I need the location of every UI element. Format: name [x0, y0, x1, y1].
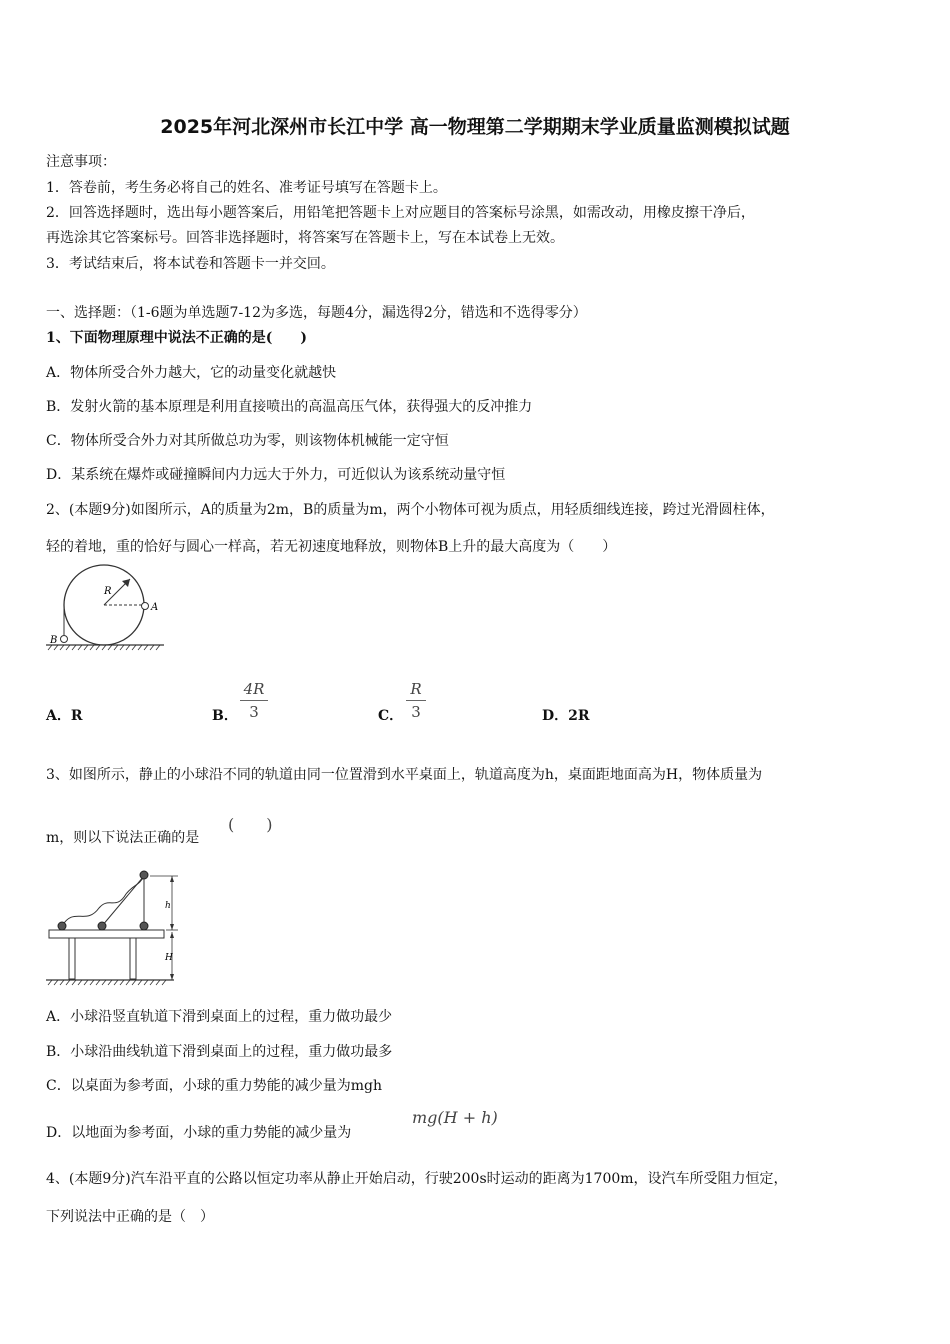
q2-label-r: R [104, 586, 112, 597]
q3-option-a: A．小球沿竖直轨道下滑到桌面上的过程，重力做功最少 [46, 1009, 393, 1025]
q2-stem-line1: 2、(本题9分)如图所示，A的质量为2m，B的质量为m，两个小物体可视为质点，用轻质细线连接，跨过光滑圆柱体， [46, 502, 775, 518]
q2-option-a: A．R [46, 708, 83, 724]
q3-label-bigh: H [165, 953, 173, 963]
q3-stem-line1: 3、如图所示，静止的小球沿不同的轨道由同一位置滑到水平桌面上，轨道高度为h，桌面距地面高为H，物体质量为 [46, 767, 763, 783]
q2-label-a: A [151, 602, 159, 613]
section-heading: 一、选择题：（1-6题为单选题7-12为多选，每题4分，漏选得2分，错选和不选得零分） [46, 305, 587, 321]
q2-option-c-num: R [410, 680, 422, 698]
q1-option-c: C．物体所受合外力对其所做总功为零，则该物体机械能一定守恒 [46, 433, 449, 449]
q3-option-d: D．以地面为参考面，小球的重力势能的减少量为 [46, 1125, 352, 1141]
page-title: 2025年河北深州市长江中学 高一物理第二学期期末学业质量监测模拟试题 [160, 116, 790, 138]
notice-line-4: 3．考试结束后，将本试卷和答题卡一并交回。 [46, 256, 335, 272]
q2-option-b-num: 4R [243, 680, 265, 698]
q3-option-d-math: mg(H + h) [412, 1108, 498, 1127]
q3-label-h: h [165, 901, 171, 911]
q1-option-b: B．发射火箭的基本原理是利用直接喷出的高温高压气体，获得强大的反冲推力 [46, 399, 533, 415]
q1-stem: 1、下面物理原理中说法不正确的是( ) [46, 330, 307, 346]
q1-option-d: D．某系统在爆炸或碰撞瞬间内力远大于外力，可近似认为该系统动量守恒 [46, 467, 506, 483]
q3-track-figure [44, 866, 184, 991]
notice-line-1: 1．答卷前，考生务必将自己的姓名、准考证号填写在答题卡上。 [46, 180, 447, 196]
q2-option-b-label: B． [212, 708, 238, 724]
q1-option-a: A．物体所受合外力越大，它的动量变化就越快 [46, 365, 337, 381]
notice-line-2: 2．回答选择题时，选出每小题答案后，用铅笔把答题卡上对应题目的答案标号涂黑，如需改动，用橡皮擦干净后， [46, 205, 755, 221]
q2-option-b-fraction [240, 680, 268, 721]
q2-option-c-fraction [406, 680, 426, 721]
q3-stem-line2: m，则以下说法正确的是 [46, 830, 200, 846]
q2-option-d: D．2R [542, 708, 590, 724]
q2-option-c-label: C． [378, 708, 404, 724]
q2-option-b-den: 3 [249, 703, 259, 721]
q2-option-c-den: 3 [411, 703, 421, 721]
q3-option-b: B．小球沿曲线轨道下滑到桌面上的过程，重力做功最多 [46, 1044, 393, 1060]
q3-option-c: C．以桌面为参考面，小球的重力势能的减少量为mgh [46, 1078, 382, 1094]
q4-stem-line2: 下列说法中正确的是（ ） [46, 1209, 214, 1225]
q4-stem-line1: 4、(本题9分)汽车沿平直的公路以恒定功率从静止开始启动，行驶200s时运动的距离为1700m，设汽车所受阻力恒定， [46, 1171, 788, 1187]
q2-stem-line2: 轻的着地，重的恰好与圆心一样高，若无初速度地释放，则物体B上升的最大高度为（ ） [46, 539, 617, 555]
q3-paren: ( ) [228, 815, 273, 834]
notice-heading: 注意事项： [46, 154, 116, 170]
q2-cylinder-figure [44, 563, 174, 658]
notice-line-3: 再选涂其它答案标号。回答非选择题时，将答案写在答题卡上，写在本试卷上无效。 [46, 230, 564, 246]
q2-label-b: B [50, 635, 58, 646]
